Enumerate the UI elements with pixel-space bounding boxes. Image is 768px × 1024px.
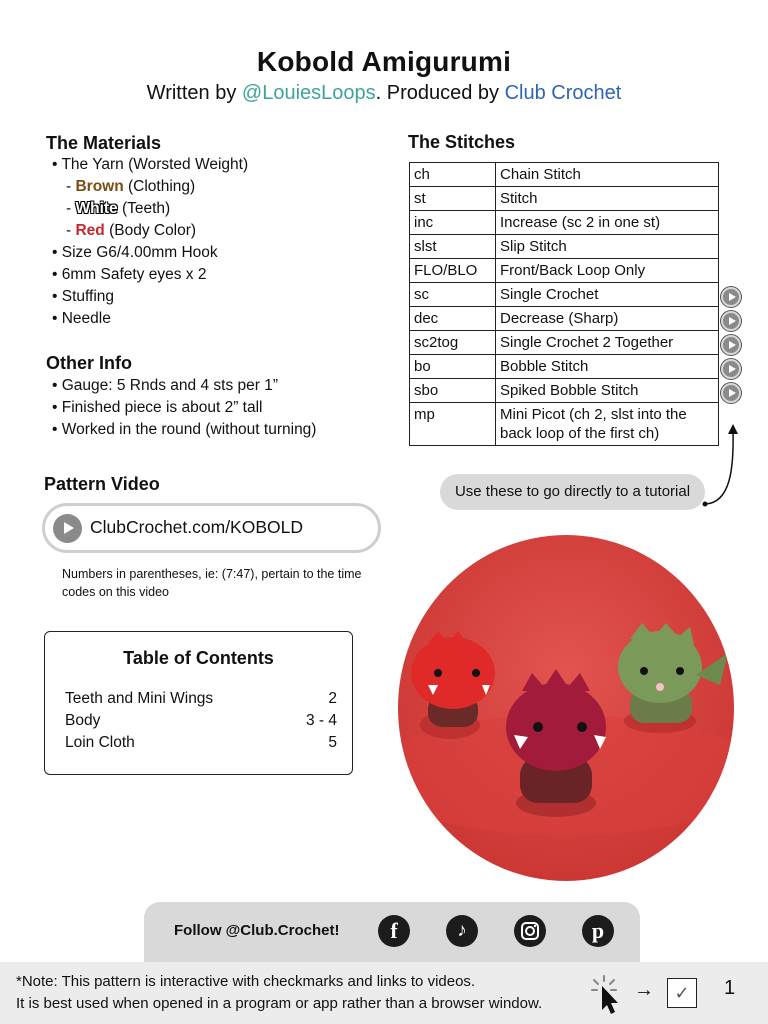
- author-link[interactable]: @LouiesLoops: [241, 82, 376, 104]
- table-row: mp Mini Picot (ch 2, slst into the back loop of the first ch): [410, 403, 719, 446]
- table-row: dec Decrease (Sharp): [410, 307, 719, 331]
- dec-video-play-icon[interactable]: [721, 311, 741, 331]
- interactive-note: *Note: This pattern is interactive with checkmarks and links to videos. It is best used when opened in a program or app rather than a browser window.: [16, 973, 543, 1012]
- curved-arrow-icon: [700, 420, 744, 510]
- sbo-video-play-icon[interactable]: [721, 383, 741, 403]
- list-item: - Red (Body Color): [66, 222, 197, 239]
- tutorial-hint: Use these to go directly to a tutorial: [440, 474, 705, 510]
- color-brown: Brown: [75, 178, 124, 195]
- stitches-table: [409, 162, 719, 446]
- table-row: FLO/BLO Front/Back Loop Only: [410, 259, 719, 283]
- color-red: Red: [75, 222, 105, 239]
- video-timecode-note: Numbers in parentheses, ie: (7:47), pertain to the time codes on this video: [62, 567, 362, 599]
- table-row: slst Slip Stitch: [410, 235, 719, 259]
- table-row: sc Single Crochet: [410, 283, 719, 307]
- list-item: - White (Teeth): [66, 200, 171, 217]
- list-item: • Stuffing: [52, 288, 115, 305]
- table-of-contents: [44, 631, 353, 775]
- table-row: st Stitch: [410, 187, 719, 211]
- page-number: 1: [724, 977, 736, 999]
- click-cursor-icon: [590, 974, 624, 1016]
- producer-link[interactable]: Club Crochet: [504, 82, 622, 104]
- facebook-icon[interactable]: f: [378, 915, 410, 947]
- list-item: - Brown (Clothing): [66, 178, 196, 195]
- materials-list: [52, 154, 248, 330]
- video-link-text[interactable]: ClubCrochet.com/KOBOLD: [90, 517, 303, 537]
- table-row: sbo Spiked Bobble Stitch: [410, 379, 719, 403]
- pattern-video-heading: Pattern Video: [44, 474, 160, 494]
- follow-label: Follow @Club.Crochet!: [174, 922, 340, 939]
- table-row: bo Bobble Stitch: [410, 355, 719, 379]
- instagram-icon[interactable]: [514, 915, 546, 947]
- produced-by-text: . Produced by: [375, 82, 505, 104]
- pinterest-icon[interactable]: p: [582, 915, 614, 947]
- other-info-list: [52, 375, 316, 441]
- table-row: sc2tog Single Crochet 2 Together: [410, 331, 719, 355]
- written-by-text: Written by: [146, 82, 242, 104]
- follow-bar: [144, 902, 640, 962]
- color-white: White: [75, 200, 118, 217]
- list-item: • 6mm Safety eyes x 2: [52, 266, 207, 283]
- stitches-heading: The Stitches: [408, 132, 516, 152]
- bo-video-play-icon[interactable]: [721, 359, 741, 379]
- sc2tog-video-play-icon[interactable]: [721, 335, 741, 355]
- page-title: Kobold Amigurumi: [256, 46, 512, 77]
- list-item: • Gauge: 5 Rnds and 4 sts per 1”: [52, 377, 278, 394]
- list-item: • The Yarn (Worsted Weight): [52, 156, 249, 173]
- list-item: • Size G6/4.00mm Hook: [52, 244, 218, 261]
- play-icon: [53, 514, 82, 543]
- toc-entry[interactable]: Teeth and Mini Wings 2: [65, 690, 337, 707]
- tiktok-icon[interactable]: ♪: [446, 915, 478, 947]
- other-info-heading: Other Info: [46, 353, 132, 373]
- toc-entry[interactable]: Body 3 - 4: [65, 712, 337, 729]
- list-item: • Worked in the round (without turning): [52, 421, 317, 438]
- toc-entry[interactable]: Loin Cloth 5: [65, 734, 337, 751]
- list-item: • Finished piece is about 2” tall: [52, 399, 263, 416]
- footer: [0, 962, 768, 1024]
- table-row: inc Increase (sc 2 in one st): [410, 211, 719, 235]
- pattern-video-link-button[interactable]: [42, 503, 381, 553]
- list-item: • Needle: [52, 310, 111, 327]
- materials-heading: The Materials: [46, 133, 162, 153]
- checkbox[interactable]: ✓: [667, 978, 697, 1008]
- table-row: ch Chain Stitch: [410, 163, 719, 187]
- arrow-icon: →: [634, 979, 654, 1001]
- toc-title: Table of Contents: [123, 648, 274, 668]
- kobold-photo: [398, 535, 734, 881]
- sc-video-play-icon[interactable]: [721, 287, 741, 307]
- subtitle: [0, 82, 768, 105]
